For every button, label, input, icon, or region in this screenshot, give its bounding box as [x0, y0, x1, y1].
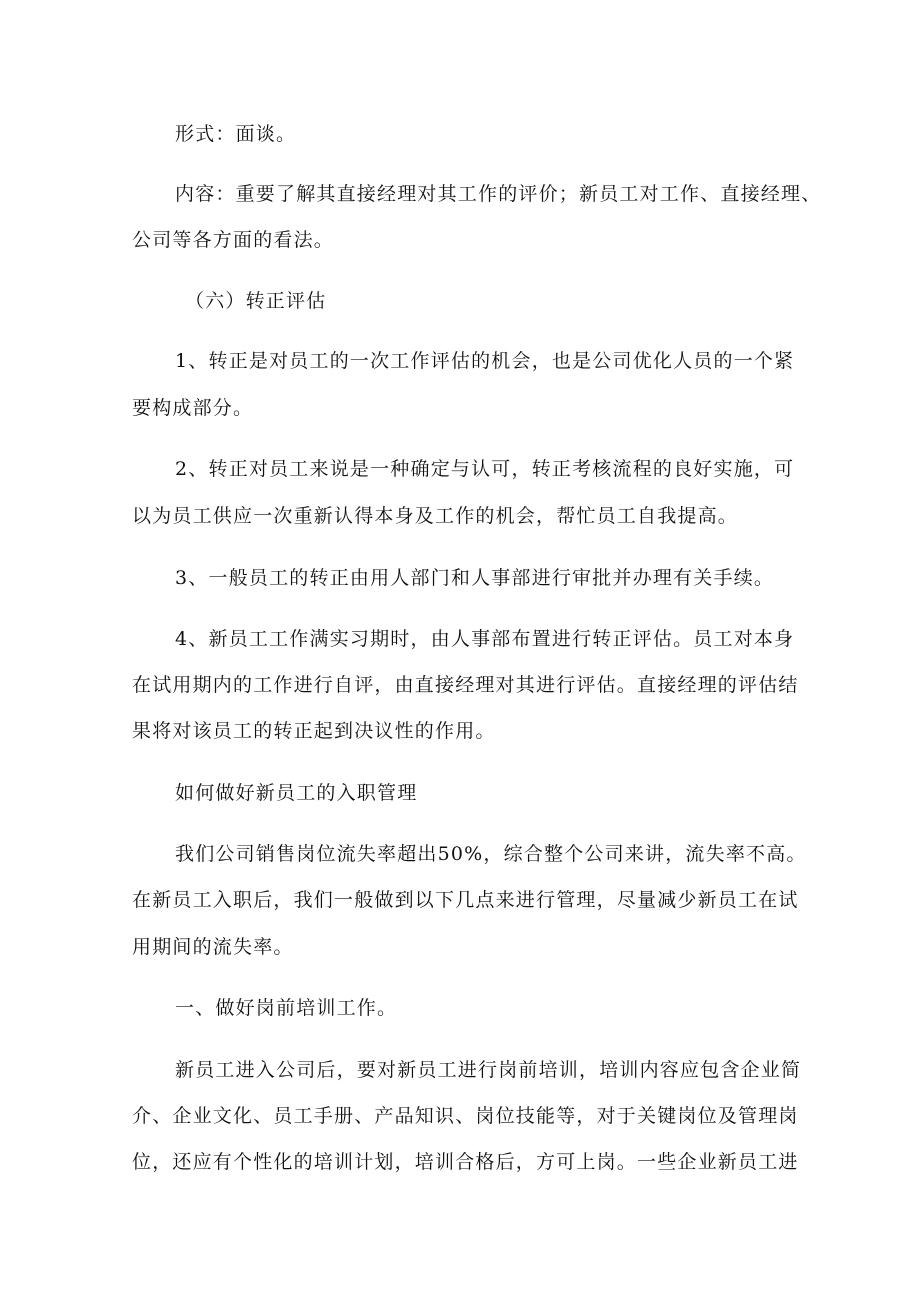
- text-line-training-cont1: 介、企业文化、员工手册、产品知识、岗位技能等，对于关键岗位及管理岗: [132, 1105, 799, 1127]
- section-heading-training: 一、做好岗前培训工作。: [175, 997, 398, 1019]
- text-line-training: 新员工进入公司后，要对新员工进行岗前培训，培训内容应包含企业简: [175, 1059, 802, 1081]
- text-line-item4-cont1: 在试用期内的工作进行自评，由直接经理对其进行评估。直接经理的评估结: [132, 674, 799, 696]
- text-line-item2: 2、转正对员工来说是一种确定与认可，转正考核流程的良好实施，可: [175, 458, 795, 480]
- text-line-item1-cont: 要构成部分。: [132, 397, 254, 419]
- text-line-turnover-cont1: 在新员工入职后，我们一般做到以下几点来进行管理，尽量减少新员工在试: [132, 889, 799, 911]
- text-line-item2-cont: 以为员工供应一次重新认得本身及工作的机会，帮忙员工自我提高。: [132, 505, 739, 527]
- text-line-form: 形式：面谈。: [175, 123, 297, 145]
- text-line-turnover-cont2: 用期间的流失率。: [132, 936, 294, 958]
- text-line-item4: 4、新员工工作满实习期时，由人事部布置进行转正评估。员工对本身: [175, 628, 795, 650]
- text-line-content-cont: 公司等各方面的看法。: [132, 229, 335, 251]
- text-line-item1: 1、转正是对员工的一次工作评估的机会，也是公司优化人员的一个紧: [175, 350, 795, 372]
- text-line-item4-cont2: 果将对该员工的转正起到决议性的作用。: [132, 720, 496, 742]
- section-heading-probation: （六）转正评估: [185, 290, 327, 312]
- text-line-content: 内容：重要了解其直接经理对其工作的评价；新员工对工作、直接经理、: [175, 183, 822, 205]
- text-line-item3: 3、一般员工的转正由用人部门和人事部进行审批并办理有关手续。: [175, 567, 775, 589]
- section-heading-onboarding: 如何做好新员工的入职管理: [175, 782, 418, 804]
- text-line-training-cont2: 位，还应有个性化的培训计划，培训合格后，方可上岗。一些企业新员工进: [132, 1151, 799, 1173]
- text-line-turnover: 我们公司销售岗位流失率超出50%，综合整个公司来讲，流失率不高。: [175, 843, 807, 865]
